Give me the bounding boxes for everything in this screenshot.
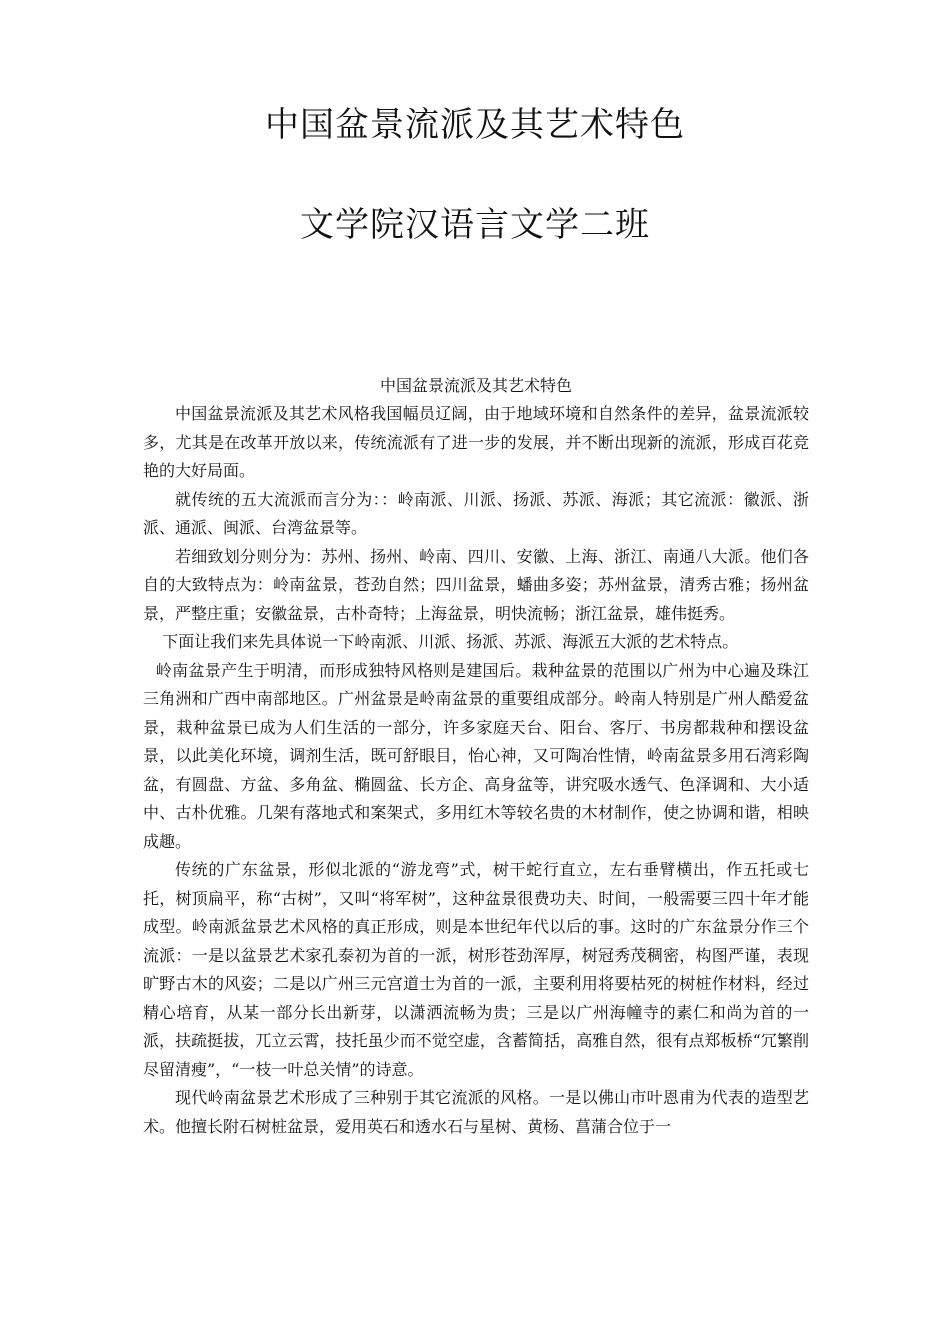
document-subtitle: 文学院汉语言文学二班 [300,205,650,245]
document-body [143,372,809,1141]
paragraph-guangdong-traditional: 传统的广东盆景，形似北派的“游龙弯”式，树干蛇行直立，左右垂臂横出，作五托或七托，树顶扁平，称“古树”，又叫“将军树”，这种盆景很费功夫、时间，一般需要三四十年才能成型。岭南派盆景艺术风格的真正形成，则是本世纪年代以后的事。这时的广东盆景分作三个流派：一是以盆景艺术家孔泰初为首的一派，树形苍劲浑厚，树冠秀茂稠密，构图严谨，表现旷野古木的风姿；二是以广州三元宫道士为首的一派，主要利用将要枯死的树桩作材料，经过精心培育，从某一部分长出新芽，以潇洒流畅为贵；三是以广州海幢寺的素仁和尚为首的一派，扶疏挺拔，兀立云霄，技托虽少而不觉空虚，含蓄简括，高雅自然，很有点郑板桥“冗繁削尽留清瘦”，“一枝一叶总关情”的诗意。 [143,860,809,1079]
paragraph-eight-schools: 若细致划分则分为：苏州、扬州、岭南、四川、安徽、上海、浙江、南通八大派。他们各自的大致特点为：岭南盆景，苍劲自然；四川盆景，蟠曲多姿；苏州盆景，清秀古雅；扬州盆景，严整庄重；安徽盆景，古朴奇特；上海盆景，明快流畅；浙江盆景，雄伟挺秀。 [143,546,809,623]
paragraph-lingnan-origin: 岭南盆景产生于明清，而形成独特风格则是建国后。栽种盆景的范围以广州为中心遍及珠江三角洲和广西中南部地区。广州盆景是岭南盆景的重要组成部分。岭南人特别是广州人酷爱盆景，栽种盆景已成为人们生活的一部分，许多家庭天台、阳台、客厅、书房都栽种和摆设盆景，以此美化环境，调剂生活，既可舒眼目，怡心神，又可陶冶性情，岭南盆景多用石湾彩陶盆，有圆盘、方盆、多角盆、椭圆盆、长方企、高身盆等，讲究吸水透气、色泽调和、大小适中、古朴优雅。几架有落地式和案架式，多用红木等较名贵的木材制作，使之协调和谐，相映成趣。 [143,660,809,851]
paragraph-intro: 中国盆景流派及其艺术风格我国幅员辽阔，由于地域环境和自然条件的差异，盆景流派较多，尤其是在改革开放以来，传统流派有了进一步的发展，并不断出现新的流派，形成百花竞艳的大好局面。 [143,404,809,480]
paragraph-modern-lingnan: 现代岭南盆景艺术形成了三种别于其它流派的风格。一是以佛山市叶恩甫为代表的造型艺术。他擅长附石树桩盆景，爱用英石和透水石与星树、黄杨、菖蒲合位于一 [143,1088,809,1136]
paragraph-five-schools: 就传统的五大流派而言分为：：岭南派、川派、扬派、苏派、海派；其它流派：徽派、浙派、通派、闽派、台湾盆景等。 [143,489,809,537]
section-title: 中国盆景流派及其艺术特色 [379,376,572,395]
paragraph-transition: 下面让我们来先具体说一下岭南派、川派、扬派、苏派、海派五大派的艺术特点。 [162,632,739,651]
document-title: 中国盆景流派及其艺术特色 [265,105,685,145]
